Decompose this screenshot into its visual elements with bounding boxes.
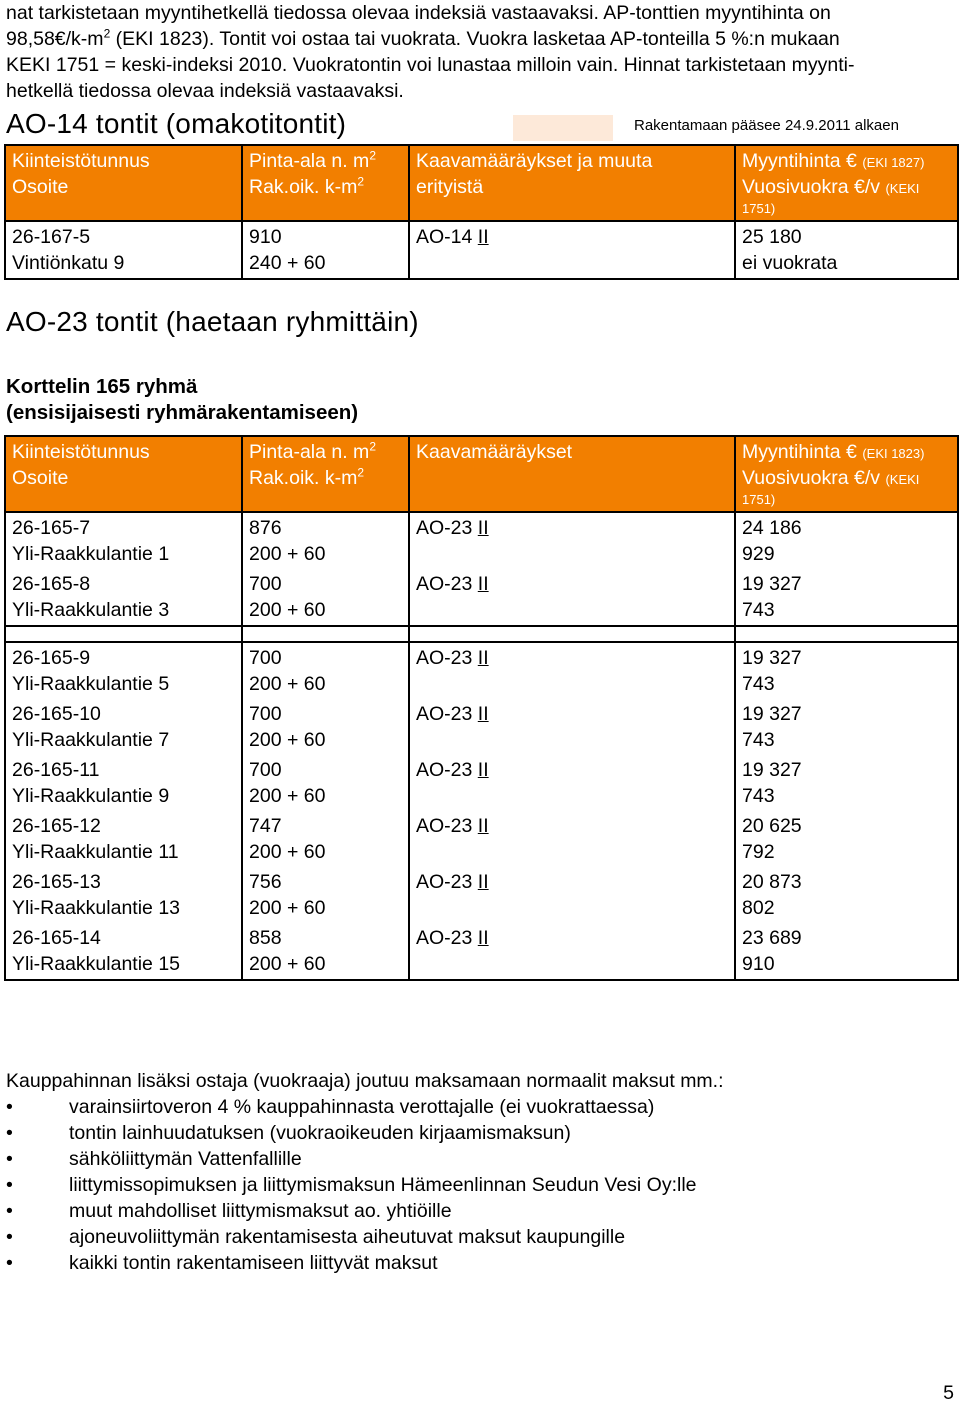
bullet-icon: • (6, 1122, 13, 1144)
bullet-icon: • (6, 1226, 13, 1248)
cell-id-address: 26-165-13 Yli-Raakkulantie 13 (5, 867, 242, 923)
bullet-icon: • (6, 1174, 13, 1196)
header-area: Pinta-ala n. $m^2$ Rak.oik. $k-m^2$ (242, 145, 409, 221)
header-regulations: Kaavamääräykset ja muuta erityistä (409, 145, 735, 221)
cell-price-rent: 19 327 743 (735, 642, 958, 699)
intro-line: KEKI 1751 = keski-indeksi 2010. Vuokratontin voi lunastaa milloin vain. Hinnat tarkistetaan myynti- (6, 54, 855, 76)
cell-price-rent: 23 689 910 (735, 923, 958, 980)
list-item: • liittymissopimuksen ja liittymismaksun Hämeenlinnan Seudun Vesi Oy:lle (6, 1174, 697, 1196)
header-regulations: Kaavamääräykset (409, 436, 735, 512)
cell-regulations: AO-23 II (409, 755, 735, 811)
footer-notes (6, 1068, 946, 1276)
highlight-swatch (513, 115, 613, 141)
cell-regulations: AO-23 II (409, 811, 735, 867)
section-title-ao23: AO-23 tontit (haetaan ryhmittäin) (6, 306, 419, 337)
cell-id-address: 26-165-9 Yli-Raakkulantie 5 (5, 642, 242, 699)
cell-price-rent: 19 327 743 (735, 699, 958, 755)
bullet-icon: • (6, 1148, 13, 1170)
cell-id-address: 26-165-7 Yli-Raakkulantie 1 (5, 512, 242, 569)
table-header-row (5, 145, 958, 221)
cell-regulations: AO-14 II (409, 221, 735, 279)
list-item: • kaikki tontin rakentamiseen liittyvät maksut (6, 1252, 438, 1274)
cell-id-address: 26-165-14 Yli-Raakkulantie 15 (5, 923, 242, 980)
header-area: Pinta-ala n. $m^2$ Rak.oik. $k-m^2$ (242, 436, 409, 512)
header-id-address: Kiinteistötunnus Osoite (5, 436, 242, 512)
intro-line: $98,58€/k-m^2$ (EKI 1823). Tontit voi ostaa tai vuokrata. Vuokra lasketaa AP-tonteilla 5 %:n mukaan (6, 26, 840, 50)
intro-paragraph (6, 0, 956, 104)
cell-area: 700 200 + 60 (242, 755, 409, 811)
table-row (5, 221, 958, 279)
cell-area: 858 200 + 60 (242, 923, 409, 980)
spacer-cell (735, 626, 958, 642)
intro-line: hetkellä tiedossa olevaa indeksiä vastaavaksi. (6, 80, 404, 102)
cell-area: 876 200 + 60 (242, 512, 409, 569)
list-item: • varainsiirtoveron 4 % kauppahinnasta verottajalle (ei vuokrattaessa) (6, 1096, 655, 1118)
cell-price-rent: 25 180 ei vuokrata (735, 221, 958, 279)
page-number: 5 (943, 1382, 954, 1404)
cell-area: 756 200 + 60 (242, 867, 409, 923)
availability-note: Rakentamaan pääsee 24.9.2011 alkaen (634, 117, 899, 134)
section-title-ao14: AO-14 tontit (omakotitontit) (6, 108, 347, 139)
cell-price-rent: 19 327 743 (735, 569, 958, 626)
table-row (5, 923, 958, 980)
cell-regulations: AO-23 II (409, 867, 735, 923)
ao23-table (4, 435, 959, 981)
cell-regulations: AO-23 II (409, 923, 735, 980)
table-row (5, 699, 958, 755)
list-item: • sähköliittymän Vattenfallille (6, 1148, 302, 1170)
footer-lead: Kauppahinnan lisäksi ostaja (vuokraaja) joutuu maksamaan normaalit maksut mm.: (6, 1070, 724, 1092)
cell-regulations: AO-23 II (409, 642, 735, 699)
ao14-table (4, 144, 959, 280)
cell-price-rent: 20 873 802 (735, 867, 958, 923)
header-id-address: Kiinteistötunnus Osoite (5, 145, 242, 221)
cell-id-address: 26-165-11 Yli-Raakkulantie 9 (5, 755, 242, 811)
bullet-icon: • (6, 1252, 13, 1274)
cell-id-address: 26-167-5 Vintiönkatu 9 (5, 221, 242, 279)
table-row (5, 642, 958, 699)
cell-area: 910 240 + 60 (242, 221, 409, 279)
bullet-icon: • (6, 1096, 13, 1118)
table-row (5, 867, 958, 923)
cell-price-rent: 20 625 792 (735, 811, 958, 867)
table-row (5, 755, 958, 811)
fee-list (6, 1094, 946, 1276)
cell-regulations: AO-23 II (409, 699, 735, 755)
spacer-cell (5, 626, 242, 642)
table-row (5, 569, 958, 626)
header-price-rent: Myyntihinta € (EKI 1827) Vuosivuokra €/v (KEKI 1751) (735, 145, 958, 221)
spacer-cell (242, 626, 409, 642)
cell-price-rent: 19 327 743 (735, 755, 958, 811)
cell-id-address: 26-165-10 Yli-Raakkulantie 7 (5, 699, 242, 755)
cell-id-address: 26-165-8 Yli-Raakkulantie 3 (5, 569, 242, 626)
header-price-rent: Myyntihinta € (EKI 1823) Vuosivuokra €/v (KEKI 1751) (735, 436, 958, 512)
cell-regulations: AO-23 II (409, 512, 735, 569)
cell-price-rent: 24 186 929 (735, 512, 958, 569)
list-item: • muut mahdolliset liittymismaksut ao. yhtiöille (6, 1200, 452, 1222)
bullet-icon: • (6, 1200, 13, 1222)
cell-area: 700 200 + 60 (242, 699, 409, 755)
intro-line: nat tarkistetaan myyntihetkellä tiedossa olevaa indeksiä vastaavaksi. AP-tonttien myyntihinta on (6, 2, 831, 24)
table-row (5, 811, 958, 867)
cell-area: 700 200 + 60 (242, 642, 409, 699)
table-spacer-row (5, 626, 958, 642)
table-row (5, 512, 958, 569)
group-title: Korttelin 165 ryhmä (ensisijaisesti ryhmärakentamiseen) (6, 375, 359, 424)
cell-regulations: AO-23 II (409, 569, 735, 626)
cell-id-address: 26-165-12 Yli-Raakkulantie 11 (5, 811, 242, 867)
table-header-row (5, 436, 958, 512)
list-item: • tontin lainhuudatuksen (vuokraoikeuden kirjaamismaksun) (6, 1122, 571, 1144)
list-item: • ajoneuvoliittymän rakentamisesta aiheutuvat maksut kaupungille (6, 1226, 626, 1248)
cell-area: 747 200 + 60 (242, 811, 409, 867)
spacer-cell (409, 626, 735, 642)
cell-area: 700 200 + 60 (242, 569, 409, 626)
